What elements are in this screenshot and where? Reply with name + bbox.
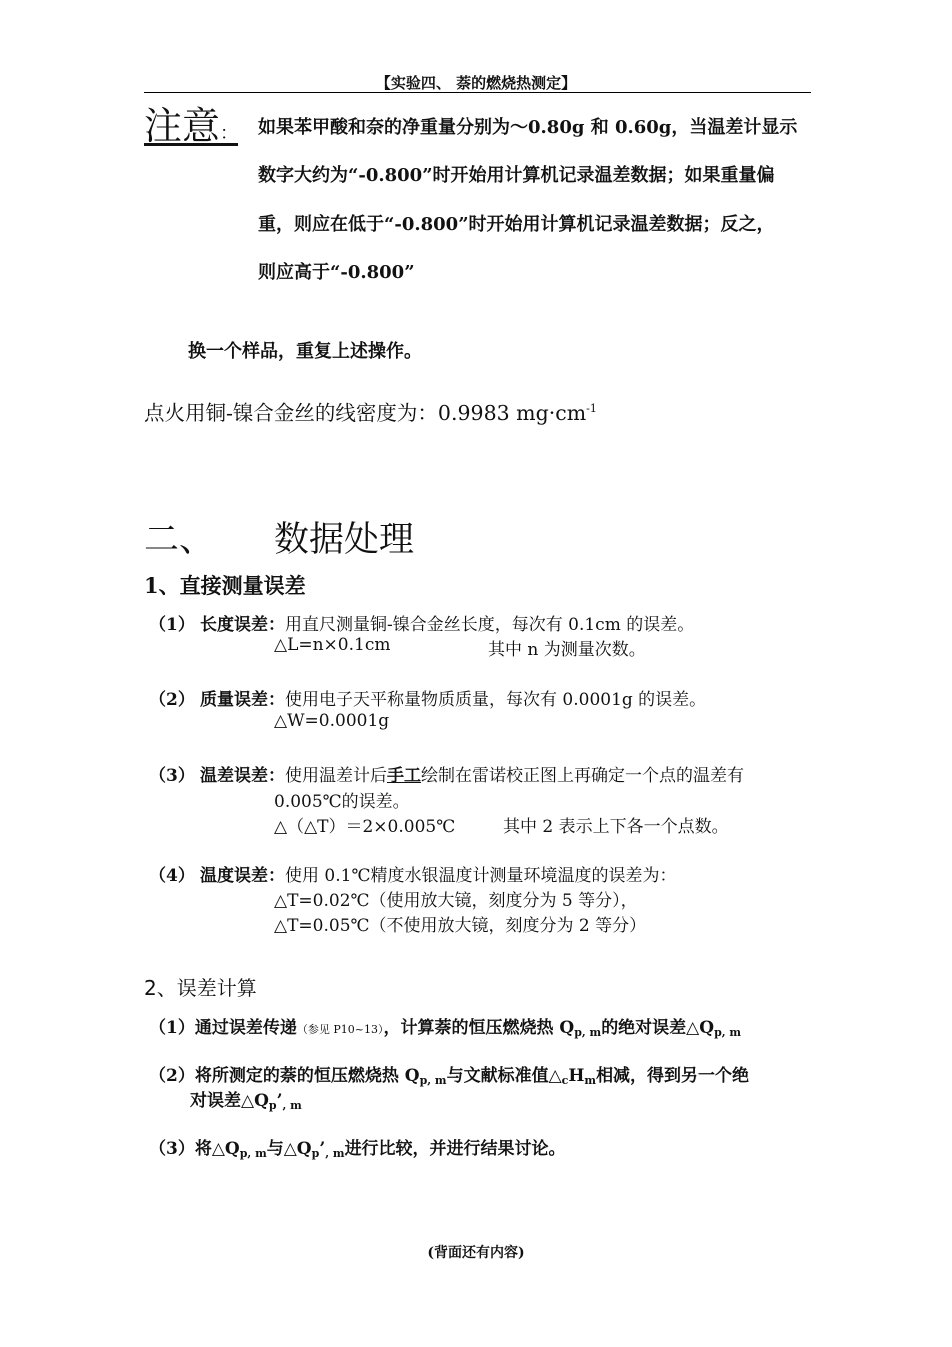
calc2-sub-4: p	[268, 1099, 277, 1112]
item3-label: 温差误差	[200, 766, 268, 786]
item2-number: （2）	[149, 690, 195, 710]
calc1-number: （1）	[149, 1018, 195, 1038]
page-footer: (背面还有内容)	[427, 1245, 525, 1261]
item1-text: 用直尺测量铜-镍合金丝长度，每次有 0.1cm 的误差。	[285, 615, 695, 635]
calc3-text-c: ’	[319, 1139, 326, 1159]
note-line-4: 则应高于“-0.800”	[258, 262, 415, 283]
note-label	[144, 95, 238, 150]
note-label-colon: ：	[220, 123, 239, 144]
calc2-sub-2: c	[561, 1074, 569, 1087]
calc3-line	[149, 1134, 566, 1160]
item2-colon: ：	[268, 690, 285, 710]
item4-colon: ：	[268, 866, 285, 886]
calc2-text-e: ’	[276, 1091, 283, 1111]
calc1-text-c: 的绝对误差△Q	[601, 1018, 715, 1038]
item3-text-2: 0.005℃的误差。	[274, 792, 410, 812]
item3-text-b: 绘制在雷诺校正图上再确定一个点的温差有	[421, 766, 744, 786]
calc2-line	[149, 1061, 749, 1087]
section-title	[144, 512, 414, 562]
calc1-text-b: ，计算萘的恒压燃烧热 Q	[383, 1018, 575, 1038]
note-line-2: 数字大约为“-0.800”时开始用计算机记录温差数据；如果重量偏	[258, 165, 775, 186]
item3-colon: ：	[268, 766, 285, 786]
item3-line	[200, 761, 744, 786]
calc2-sub-1: p, m	[419, 1074, 447, 1087]
calc2-text-d: 相减，得到另一个绝	[596, 1066, 750, 1086]
item1-note: 其中 n 为测量次数。	[488, 640, 646, 660]
calc2-sub-5: , m	[282, 1099, 302, 1112]
calc3-text-b: 与△Q	[266, 1139, 312, 1159]
item2-formula: △W=0.0001g	[274, 711, 390, 731]
calc3-sub-3: , m	[325, 1147, 345, 1160]
item4-text: 使用 0.1℃精度水银温度计测量环境温度的误差为：	[285, 866, 677, 886]
wire-density-text: 点火用铜-镍合金丝的线密度为：0.9983 mg·cm	[144, 401, 587, 425]
item1-label: 长度误差	[200, 615, 268, 635]
calc3-text-a: 将△Q	[194, 1139, 240, 1159]
note-line-3: 重，则应在低于“-0.800”时开始用计算机记录温差数据；反之，	[258, 214, 775, 235]
item1-line	[200, 610, 694, 635]
calc1-sub-2: p, m	[714, 1026, 742, 1039]
header-rule	[144, 92, 811, 93]
item3-text-a: 使用温差计后	[285, 766, 387, 786]
item3-formula: △（△T）＝2×0.005℃	[274, 817, 456, 837]
calc1-reference: （参见 P10~13）	[296, 1023, 384, 1036]
note-line-1: 如果苯甲酸和奈的净重量分别为～0.80g 和 0.60g，当温差计显示	[258, 117, 798, 138]
item3-note: 其中 2 表示上下各一个点数。	[503, 817, 729, 837]
calc3-sub-2: p	[311, 1147, 320, 1160]
item2-line	[200, 685, 706, 710]
calc2-sub-3: m	[584, 1074, 597, 1087]
item2-label: 质量误差	[200, 690, 268, 710]
item4-formula-2: △T=0.05℃（不使用放大镜，刻度分为 2 等分）	[274, 916, 647, 936]
calc2-text-b: 与文献标准值△	[446, 1066, 562, 1086]
item4-label: 温度误差	[200, 866, 268, 886]
calc2-line-2	[190, 1086, 302, 1112]
item3-number: （3）	[149, 766, 195, 786]
calc2-number: （2）	[149, 1066, 195, 1086]
item2-text: 使用电子天平称量物质质量，每次有 0.0001g 的误差。	[285, 690, 707, 710]
part1-heading: 1、直接测量误差	[144, 573, 306, 598]
repeat-instruction: 换一个样品，重复上述操作。	[188, 341, 422, 362]
calc1-line	[149, 1013, 741, 1039]
calc1-sub-1: p, m	[574, 1026, 602, 1039]
item4-line	[200, 861, 676, 886]
wire-density	[144, 396, 597, 426]
note-label-text: 注意	[144, 104, 221, 148]
item3-text-underlined: 手工	[387, 766, 421, 786]
page-header: 【实验四、 萘的燃烧热测定】	[375, 74, 577, 92]
item4-formula-1: △T=0.02℃（使用放大镜，刻度分为 5 等分），	[274, 891, 638, 911]
item1-number: （1）	[149, 615, 195, 635]
section-number: 二、	[144, 520, 215, 560]
calc1-text-a: 通过误差传递	[194, 1018, 297, 1038]
calc2-text-a: 将所测定的萘的恒压燃烧热 Q	[194, 1066, 420, 1086]
calc3-text-d: 进行比较，并进行结果讨论。	[344, 1139, 566, 1159]
calc3-sub-1: p, m	[239, 1147, 267, 1160]
wire-density-exponent: -1	[586, 402, 597, 416]
calc2-text-c: H	[568, 1066, 585, 1086]
calc3-number: （3）	[149, 1139, 195, 1159]
item1-colon: ：	[268, 615, 285, 635]
calc2-text-line2: 对误差△Q	[190, 1091, 269, 1111]
item4-number: （4）	[149, 866, 195, 886]
item1-formula: △L=n×0.1cm	[274, 635, 391, 655]
part2-heading: 2、误差计算	[144, 976, 257, 1000]
section-name: 数据处理	[274, 520, 415, 560]
